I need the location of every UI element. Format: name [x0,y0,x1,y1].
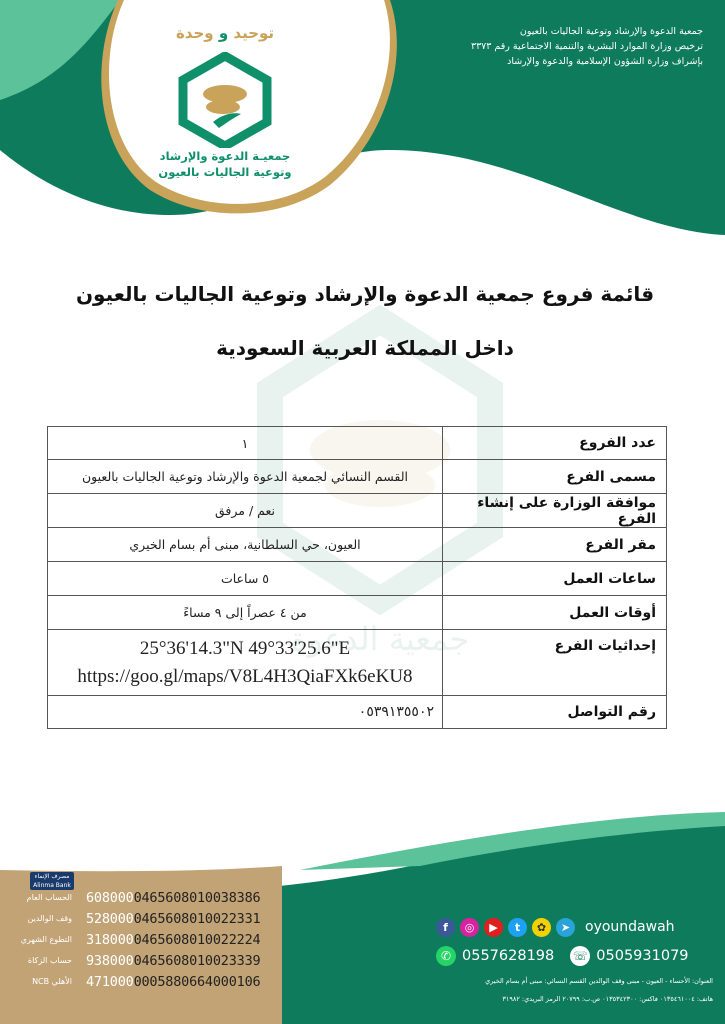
phone-number-footer[interactable]: 0505931079 [596,948,689,964]
row-label: عدد الفروع [443,427,667,460]
whatsapp-icon: ✆ [436,946,456,966]
row-label: أوقات العمل [443,596,667,630]
row-value: ٥ ساعات [48,562,443,596]
phone-icon: ☏ [570,946,590,966]
logo-tagline: توحيد و وحدة [175,24,275,42]
row-value: القسم النسائي لجمعية الدعوة والإرشاد وتوعية الجاليات بالعيون [48,460,443,494]
account-label: الحساب العام [26,893,72,902]
facebook-icon[interactable]: f [436,918,455,937]
account-row [86,930,260,949]
youtube-icon[interactable]: ▶ [484,918,503,937]
snapchat-icon[interactable]: ✿ [532,918,551,937]
table-row [48,427,667,460]
account-number: 5280000465608010022331 [86,910,261,927]
phone-value [48,696,443,729]
bank-logo: مصرف الإنماء Alinma Bank [30,872,74,890]
account-number: 4710000005880664000106 [86,973,261,990]
account-label: التطوع الشهري [20,935,72,944]
whatsapp-number[interactable]: 0557628198 [462,948,555,964]
logo-name-line1: جمعيـة الدعوة والإرشاد [159,149,291,163]
row-value: ١ [48,427,443,460]
account-number: 6080000465608010038386 [86,889,261,906]
social-icons [436,918,575,937]
row-label: موافقة الوزارة على إنشاء الفرع [443,494,667,528]
instagram-icon[interactable]: ◎ [460,918,479,937]
account-number: 9380000465608010023339 [86,952,261,969]
account-row [86,972,260,991]
account-row [86,888,260,907]
coords-value [48,630,443,696]
table-row [48,494,667,528]
phone-number: ٠٥٣٩١٣٥٥٠٢ [358,704,434,720]
twitter-icon[interactable]: t [508,918,527,937]
address-line: العنوان: الأحساء - العيون - مبنى وقف الوالدين القسم النسائي: مبنى أم بسام الخيري [485,977,713,985]
page-subtitle: داخل المملكة العربية السعودية [216,336,514,360]
account-row [86,951,260,970]
contact-phones [436,946,689,966]
org-logo [150,24,300,180]
table-row [48,630,667,696]
account-label: الأهلي NCB [32,977,72,986]
coords-text: 25°36'14.3"N 49°33'25.6"E [139,637,351,659]
header-line: بإشراف وزارة الشؤون الإسلامية والدعوة والإرشاد [507,56,703,67]
account-label: حساب الزكاة [27,956,72,965]
row-value: نعم / مرفق [48,494,443,528]
table-row [48,696,667,729]
logo-name-line2: وتوعية الجاليات بالعيون [158,165,292,179]
svg-text:جمعية الدعوة: جمعية الدعوة [290,620,470,658]
row-value: العيون، حي السلطانية، مبنى أم بسام الخيري [48,528,443,562]
account-row [86,909,260,928]
org-header-text [403,24,703,69]
coords-label: إحداثيات الفرع [443,630,667,696]
row-label: ساعات العمل [443,562,667,596]
header-line: ترخيص وزارة الموارد البشرية والتنمية الاجتماعية رقم ٣٣٧٣ [470,41,703,52]
row-label: مقر الفرع [443,528,667,562]
table-row [48,596,667,630]
account-number: 3180000465608010022224 [86,931,261,948]
contact-line: هاتف: ٠١٣٥٤٦١٠٠٤ فاكس: ٠١٣٥٣٤٢٣٠٠ ص.ب: ٢٠٧٩٩ الرمز البريدي: ٣١٩٨٢ [502,995,713,1003]
page-title: قائمة فروع جمعية الدعوة والإرشاد وتوعية الجاليات بالعيون [75,282,655,306]
table-row [48,528,667,562]
header-line: جمعية الدعوة والإرشاد وتوعية الجاليات بالعيون [519,26,703,37]
row-value: من ٤ عصراً إلى ٩ مساءً [48,596,443,630]
phone-label: رقم التواصل [443,696,667,729]
maps-link[interactable]: https://goo.gl/maps/V8L4H3QiaFXk6eKU8 [77,665,413,687]
branch-info-table [47,426,667,729]
social-handle[interactable]: oyoundawah [585,919,675,935]
logo-emblem-icon [175,52,275,148]
row-label: مسمى الفرع [443,460,667,494]
table-row [48,562,667,596]
telegram-icon[interactable]: ➤ [556,918,575,937]
table-row [48,460,667,494]
account-label: وقف الوالدين [27,914,72,923]
